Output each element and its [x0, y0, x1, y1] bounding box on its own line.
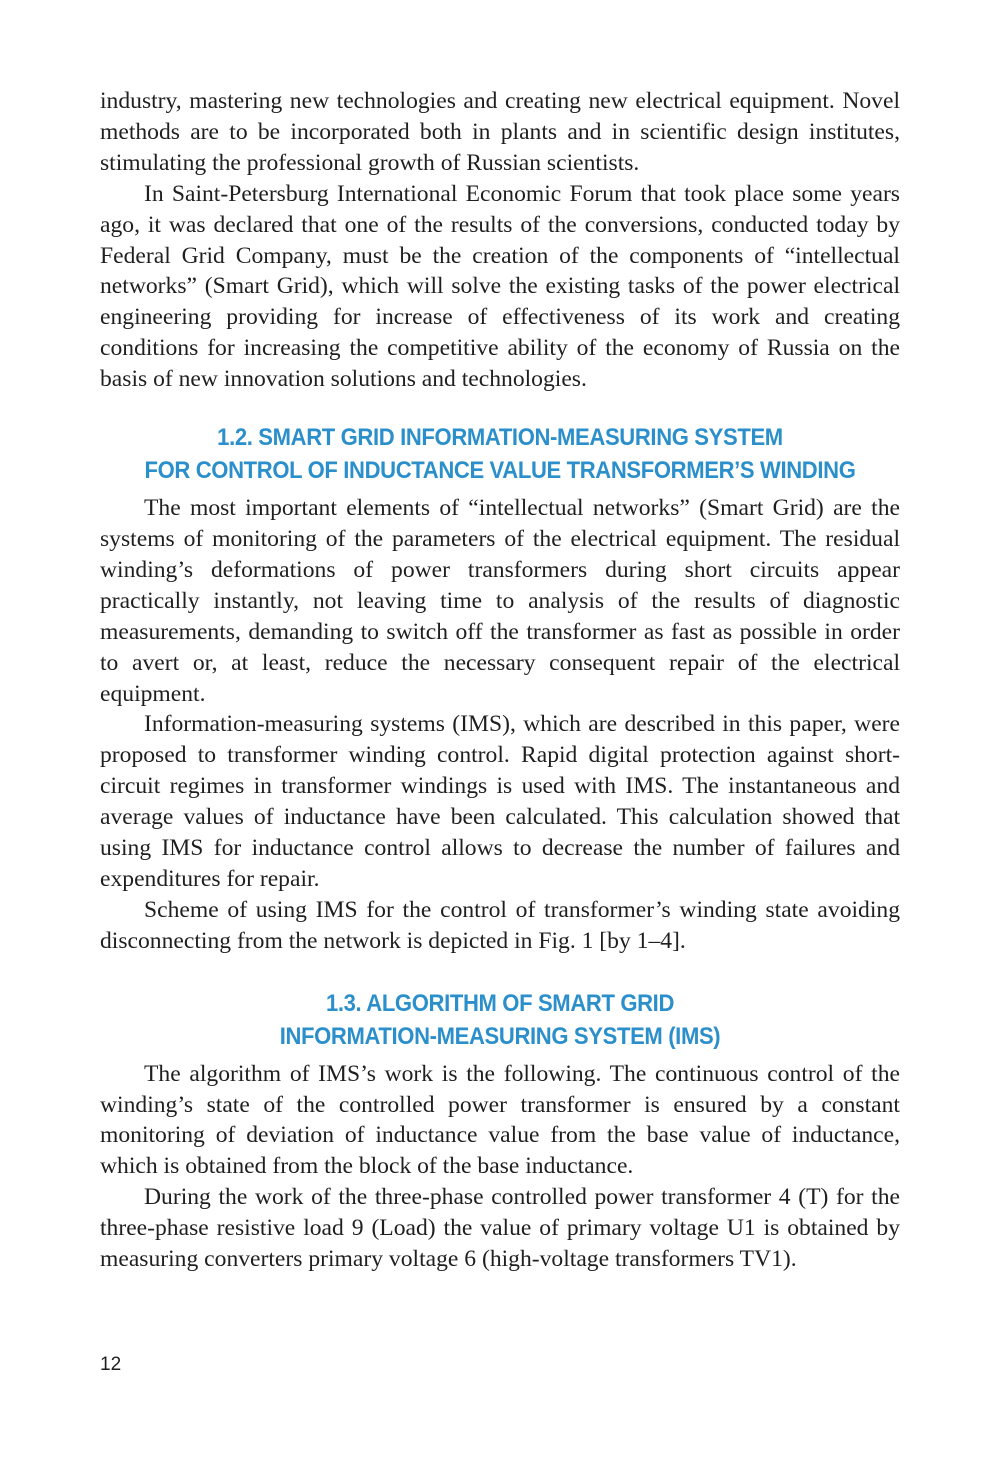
paragraph-1-3-b: During the work of the three-phase controlled power transformer 4 (T) for the three-phase resistive load 9 (Load) the value of primary voltage U1 is obtained by measuring converters primary voltage 6 (high-voltage transformers TV1).	[100, 1184, 900, 1273]
paragraph-intro-2: In Saint-Petersburg International Economic Forum that took place some years ago, it was declared that one of the results of the conversions, conducted today by Federal Grid Company, must be the creation of the components of “intellectual networks” (Smart Grid), which will solve the existing tasks of the power electrical engineering providing for increase of effectiveness of its work and creating conditions for increasing the competitive ability of the economy of Russia on the basis of new innovation solutions and technologies.	[100, 180, 900, 393]
section-heading-1-2	[140, 421, 860, 487]
paragraph-1-2-a: The most important elements of “intellectual networks” (Smart Grid) are the systems of monitoring of the parameters of the electrical equipment. The residual winding’s deformations of power transformers during short circuits appear practically instantly, not leaving time to analysis of the results of diagnostic measurements, demanding to switch off the transformer as fast as possible in order to avert or, at least, reduce the necessary consequent repair of the electrical equipment.	[100, 495, 900, 707]
section-heading-1-2-line-1: 1.2. SMART GRID INFORMATION-MEASURING SYSTEM	[217, 424, 783, 452]
paragraph-1-2-c: Scheme of using IMS for the control of transformer’s winding state avoiding disconnecting from the network is depicted in Fig. 1 [by 1–4].	[100, 896, 900, 954]
page-body	[100, 86, 900, 1275]
paragraph-intro-1: industry, mastering new technologies and creating new electrical equipment. Novel methods are to be incorporated both in plants and in scientific design institutes, stimulating the professional growth of Russian scientists.	[100, 88, 900, 176]
section-heading-1-3	[140, 987, 860, 1053]
section-heading-1-3-line-1: 1.3. ALGORITHM OF SMART GRID	[325, 989, 675, 1017]
paragraph-1-3-a: The algorithm of IMS’s work is the following. The continuous control of the winding’s state of the controlled power transformer is ensured by a constant monitoring of deviation of inductance value from the base value of inductance, which is obtained from the block of the base inductance.	[100, 1060, 900, 1180]
section-heading-1-2-line-2: FOR CONTROL OF INDUCTANCE VALUE TRANSFORMER’S WINDING	[144, 457, 856, 485]
section-heading-1-3-line-2: INFORMATION-MEASURING SYSTEM (IMS)	[279, 1022, 721, 1050]
paragraph-1-2-b: Information-measuring systems (IMS), which are described in this paper, were proposed to transformer winding control. Rapid digital protection against short-circuit regimes in transformer windings is used with IMS. The instantaneous and average values of inductance have been calculated. This calculation showed that using IMS for inductance control allows to decrease the number of failures and expenditures for repair.	[100, 711, 900, 892]
page-number: 12	[100, 1354, 122, 1375]
